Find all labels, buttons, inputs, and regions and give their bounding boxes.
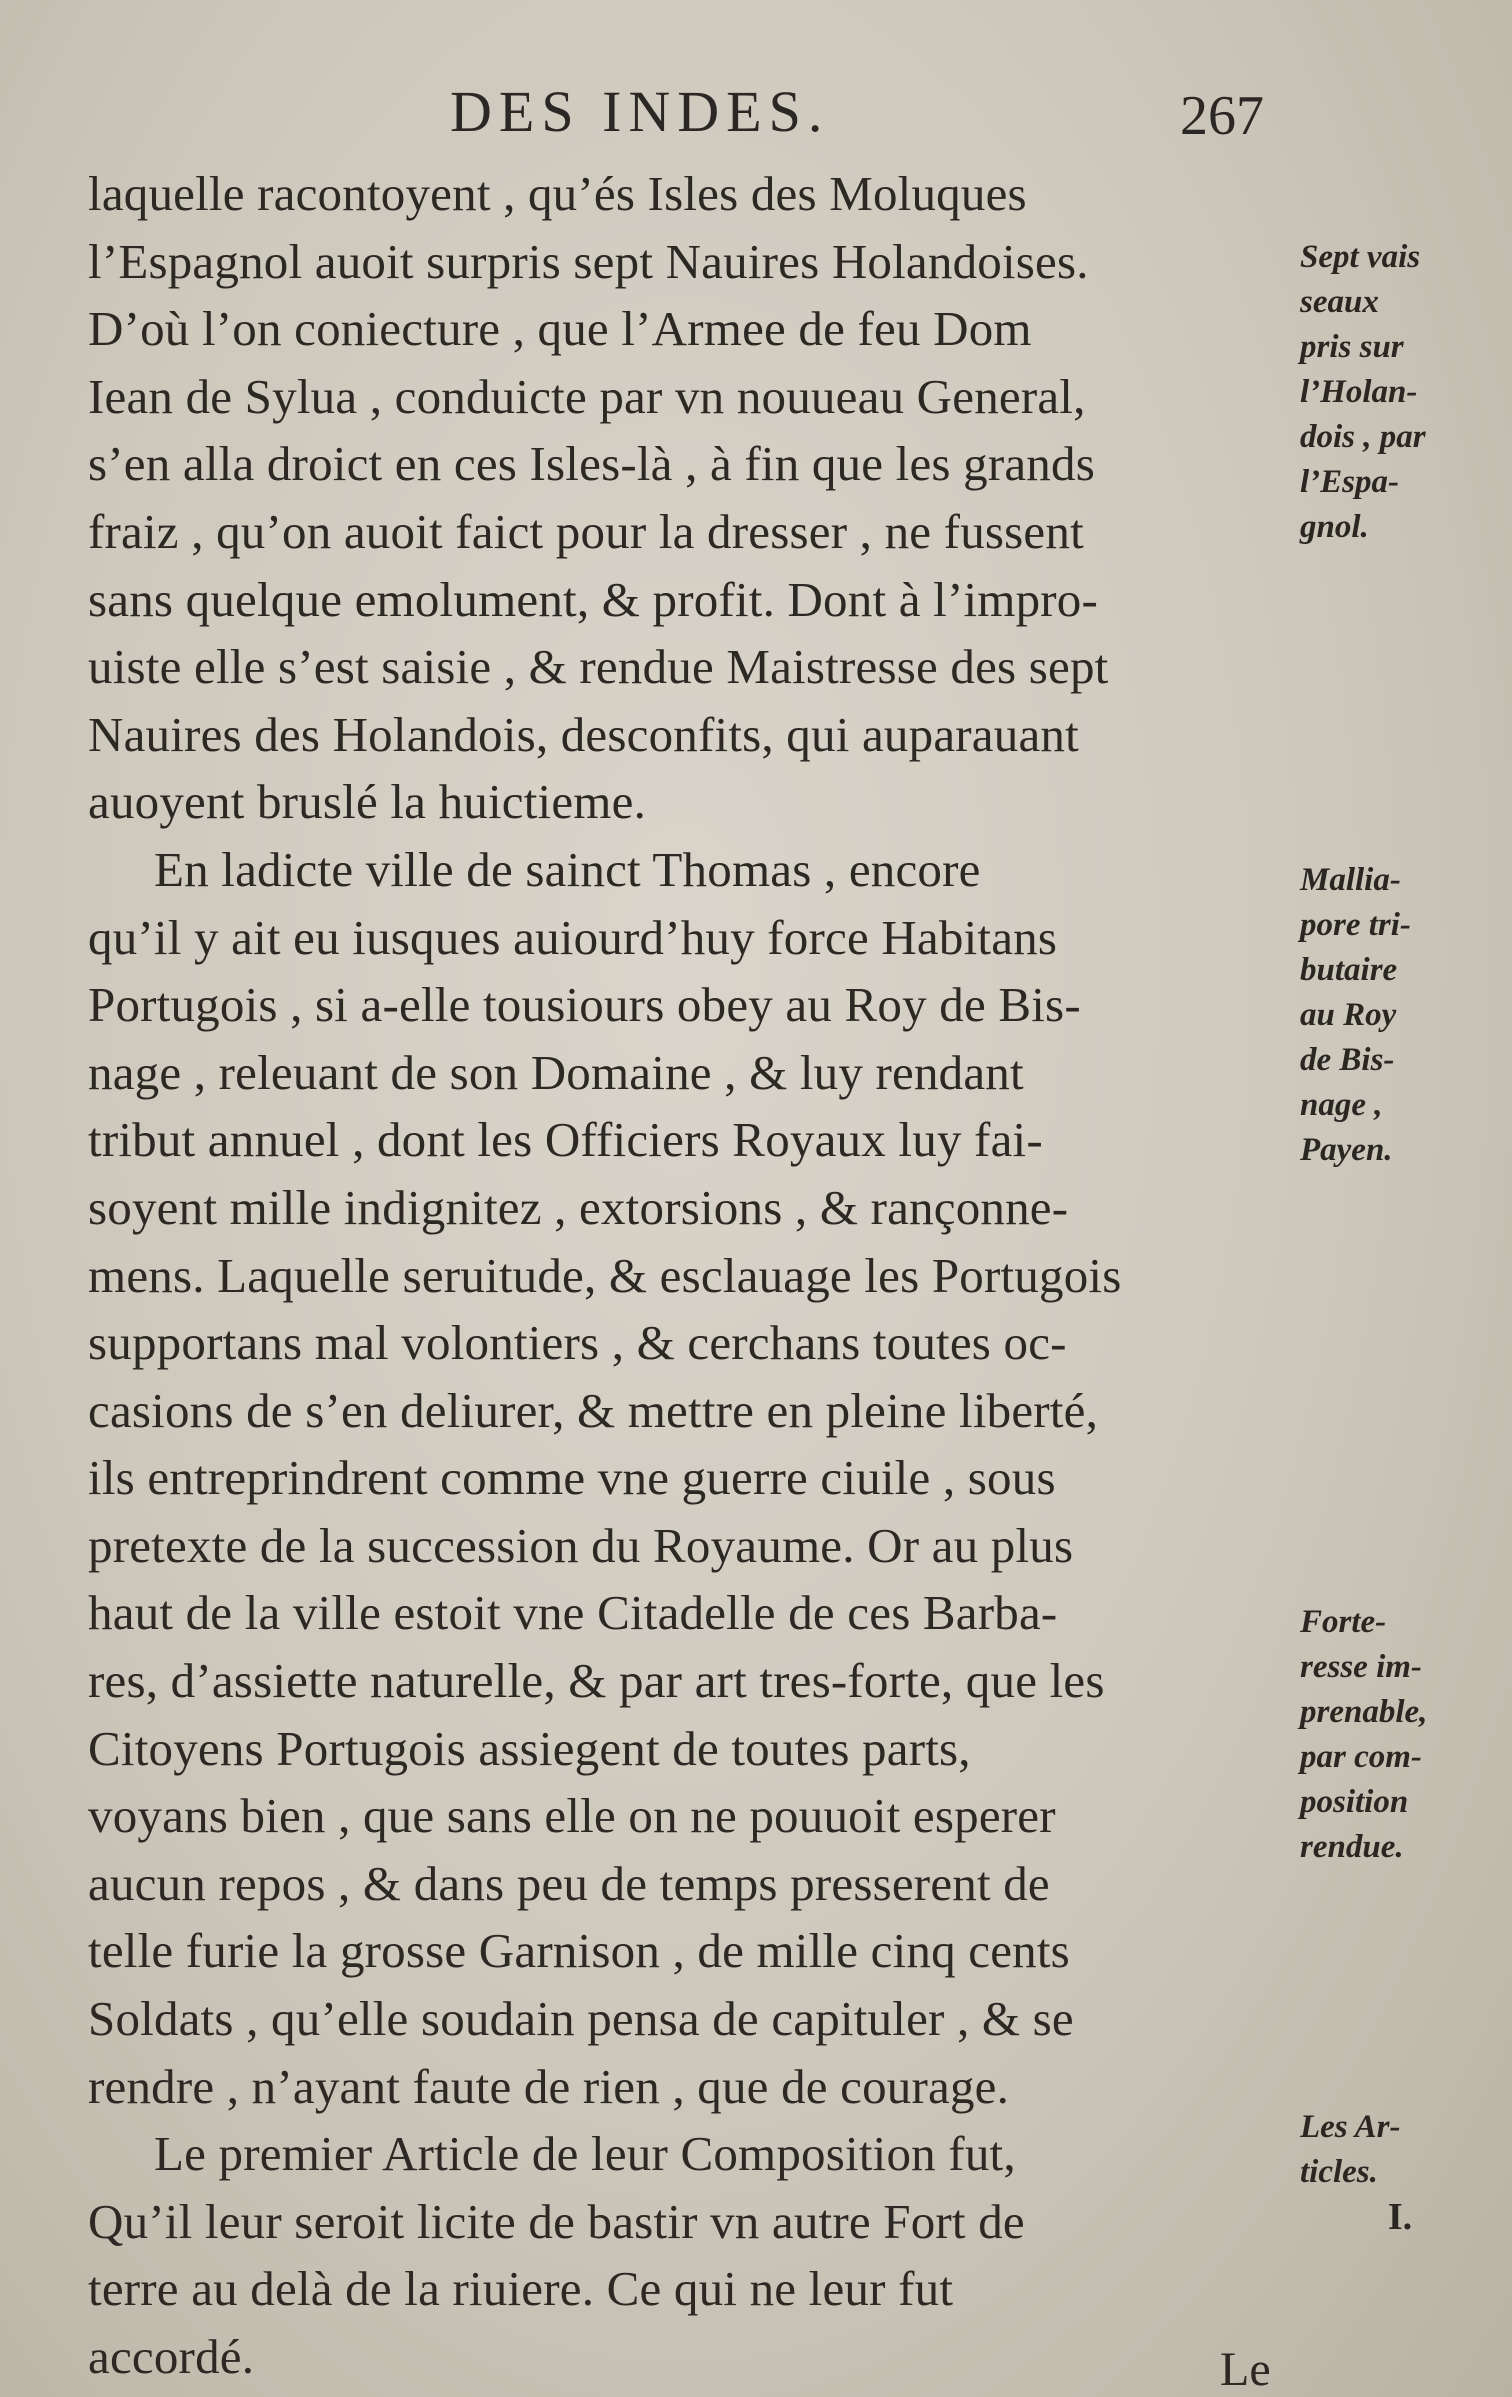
catchword: Le bbox=[1220, 2343, 1271, 2396]
margin-note-line: l’Holan- bbox=[1300, 374, 1418, 410]
margin-note-line: butaire bbox=[1300, 952, 1398, 988]
text-line: Citoyens Portugois assiegent de toutes parts, bbox=[88, 1720, 971, 1776]
article-numeral: I. bbox=[1387, 2196, 1413, 2238]
text-line: sans quelque emolument, & profit. Dont à l’impro- bbox=[88, 571, 1099, 627]
text-line: soyent mille indignitez , extorsions , & rançonne- bbox=[88, 1179, 1069, 1235]
text-line: telle furie la grosse Garnison , de mille cinq cents bbox=[88, 1923, 1070, 1979]
margin-note-line: l’Espa- bbox=[1300, 464, 1399, 500]
margin-note-line: pris sur bbox=[1300, 329, 1404, 365]
margin-note-line: Sept vais bbox=[1300, 239, 1421, 275]
margin-notes bbox=[1300, 0, 1500, 2397]
margin-note-articles bbox=[1300, 2105, 1500, 2240]
margin-note-line: rendue. bbox=[1300, 1829, 1404, 1865]
margin-note-line: resse im- bbox=[1300, 1649, 1422, 1685]
margin-note-line: au Roy bbox=[1300, 997, 1397, 1033]
margin-note-line: par com- bbox=[1300, 1739, 1422, 1775]
text-line: Iean de Sylua , conduicte par vn nouueau General, bbox=[88, 368, 1086, 424]
margin-note-line: Forte- bbox=[1300, 1604, 1387, 1640]
text-line: D’où l’on coniecture , que l’Armee de feu Dom bbox=[88, 301, 1032, 357]
margin-note-line: Les Ar- bbox=[1300, 2109, 1401, 2145]
page-header bbox=[0, 78, 1512, 158]
margin-note-line: dois , par bbox=[1300, 419, 1426, 455]
margin-note-line: Mallia- bbox=[1300, 862, 1401, 898]
text-line: fraiz , qu’on auoit faict pour la dresser , ne fussent bbox=[88, 503, 1084, 559]
margin-note-seven-ships bbox=[1300, 235, 1500, 550]
margin-note-line: pore tri- bbox=[1300, 907, 1411, 943]
text-line: mens. Laquelle seruitude, & esclauage les Portugois bbox=[88, 1247, 1122, 1303]
text-line: s’en alla droict en ces Isles-là , à fin que les grands bbox=[88, 436, 1095, 492]
paragraph-start-line: Le premier Article de leur Composition fut, bbox=[154, 2126, 1016, 2182]
text-line: res, d’assiette naturelle, & par art tres-forte, que les bbox=[88, 1653, 1105, 1709]
text-line: tribut annuel , dont les Officiers Royaux luy fai- bbox=[88, 1112, 1043, 1168]
text-line: pretexte de la succession du Royaume. Or au plus bbox=[88, 1517, 1074, 1573]
margin-note-line: position bbox=[1300, 1784, 1409, 1820]
text-line: accordé. bbox=[88, 2329, 255, 2384]
page-number: 267 bbox=[1180, 85, 1264, 147]
text-line: Portugois , si a-elle tousiours obey au Roy de Bis- bbox=[88, 977, 1081, 1033]
margin-note-line: gnol. bbox=[1300, 509, 1369, 545]
margin-note-line: seaux bbox=[1300, 284, 1379, 320]
text-line: qu’il y ait eu iusques auiourd’huy force Habitans bbox=[88, 909, 1058, 965]
margin-note-line: Payen. bbox=[1300, 1132, 1393, 1168]
text-line: laquelle racontoyent , qu’és Isles des Moluques bbox=[88, 166, 1027, 221]
margin-note-line: ticles. bbox=[1300, 2154, 1378, 2190]
margin-note-line: nage , bbox=[1300, 1087, 1383, 1123]
text-line: Qu’il leur seroit licite de bastir vn autre Fort de bbox=[88, 2193, 1025, 2249]
text-line: supportans mal volontiers , & cerchans toutes oc- bbox=[88, 1315, 1067, 1371]
main-text-block bbox=[88, 160, 1288, 2391]
text-line: terre au delà de la riuiere. Ce qui ne leur fut bbox=[88, 2261, 954, 2317]
text-line: ils entreprindrent comme vne guerre ciuile , sous bbox=[88, 1450, 1056, 1506]
text-line: haut de la ville estoit vne Citadelle de ces Barba- bbox=[88, 1585, 1058, 1641]
margin-note-malliapore bbox=[1300, 858, 1500, 1173]
text-line: aucun repos , & dans peu de temps presserent de bbox=[88, 1855, 1050, 1911]
text-line: casions de s’en deliurer, & mettre en pleine liberté, bbox=[88, 1382, 1099, 1438]
margin-note-line: prenable, bbox=[1300, 1694, 1428, 1730]
margin-note-line: de Bis- bbox=[1300, 1042, 1395, 1078]
text-line: rendre , n’ayant faute de rien , que de courage. bbox=[88, 2058, 1010, 2114]
text-line: l’Espagnol auoit surpris sept Nauires Holandoises. bbox=[88, 233, 1089, 289]
text-line: uiste elle s’est saisie , & rendue Maistresse des sept bbox=[88, 639, 1109, 695]
paragraph-start-line: En ladicte ville de sainct Thomas , encore bbox=[154, 841, 981, 897]
running-title: DES INDES. bbox=[450, 79, 830, 144]
text-line: Nauires des Holandois, desconfits, qui auparauant bbox=[88, 706, 1079, 762]
text-line: Soldats , qu’elle soudain pensa de capituler , & se bbox=[88, 1991, 1074, 2047]
text-line: auoyent bruslé la huictieme. bbox=[88, 774, 647, 830]
margin-note-fortress bbox=[1300, 1600, 1500, 1870]
text-line: nage , releuant de son Domaine , & luy rendant bbox=[88, 1044, 1024, 1100]
text-line: voyans bien , que sans elle on ne pouuoit esperer bbox=[88, 1788, 1056, 1844]
